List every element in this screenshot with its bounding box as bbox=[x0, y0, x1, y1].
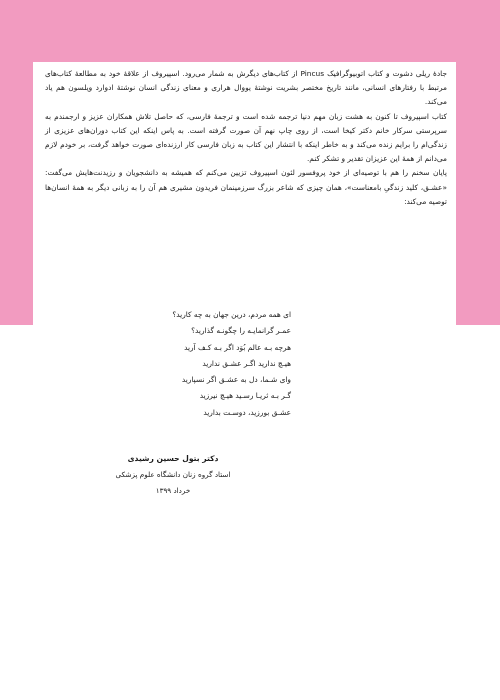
paragraph-3: پایان سخنم را هم با توصیه‌ای از خود پروفسور لئون اسپیروف تزیین می‌کنم که همیشه به دانشجویان و رزیدنت‌هایش می‌گفت: «عشـق، کلید زندگیِ بامعناست»، همان چیزی که شاعر بزرگ سرزمینمان فریدون مشیری هم آن را به زبانی دیگر به همهٔ انسان‌ها توصیه می‌کند: bbox=[45, 168, 447, 206]
poem-line: هیـچ ندارید اگـر عشـق ندارید bbox=[202, 358, 291, 368]
author-title: استاد گروه زنان دانشگاه علوم پزشکی bbox=[115, 470, 231, 479]
paragraph-2: کتاب اسپیروف تا کنون به هشت زبان مهم دنیا ترجمه شده است و ترجمهٔ فارسی، که حاصل تلاش همکاران عزیز و ارجمندم به سرپرستی سرکار خانم دکتر کیخا است، از روی چاپ نهم آن صورت گرفته است. به پاس اینکه این کتاب دوران‌های عزیزی از زندگی‌ام را برایم زنده می‌کند و به خاطر اینکه با انتشار این کتاب به زبان فارسی کار ارزنده‌ای صورت خواهد گرفت، بر خودم لازم می‌دانم از همهٔ این عزیزان تقدیر و تشکر کنم. bbox=[45, 111, 447, 164]
body-text bbox=[45, 67, 447, 209]
author-name: دکتر بتول حسین رشیدی bbox=[127, 454, 219, 463]
poem-line: گـر بـه ثریـا رسـید هیـچ نیرزید bbox=[199, 391, 291, 401]
poem-line: وای شـما، دل به عشـق اگر نسپارید bbox=[181, 375, 291, 385]
poem-line: هرچه بـه عالم بُوَد اگر بـه کـف آرید bbox=[184, 342, 291, 352]
document-page bbox=[33, 62, 456, 700]
paragraph-1: جادهٔ ریلی دشوت و کتاب اتوبیوگرافیک Pincus از کتاب‌های دیگرش به شمار می‌رود. اسپیروف از علاقهٔ خود به مطالعهٔ کتاب‌های مرتبط با رفتارهای انسانی، مانند تاریخ مختصر بشریت نوشتهٔ یووال هراری و معنای زندگی انسان نوشتهٔ ادوارد ویلسون هم یاد می‌کند. bbox=[45, 69, 447, 107]
poem-line: ای همه مردم، درین جهان به چه کارید؟ bbox=[172, 310, 291, 319]
signature-date: خرداد ۱۳۹۹ bbox=[155, 486, 191, 495]
poem-line: عشـق بورزید، دوسـت بدارید bbox=[203, 407, 291, 417]
poem-line: عمـر گرانمایـه را چگونـه گذارید؟ bbox=[191, 326, 291, 336]
signature-block bbox=[93, 451, 253, 499]
poem bbox=[171, 307, 291, 421]
